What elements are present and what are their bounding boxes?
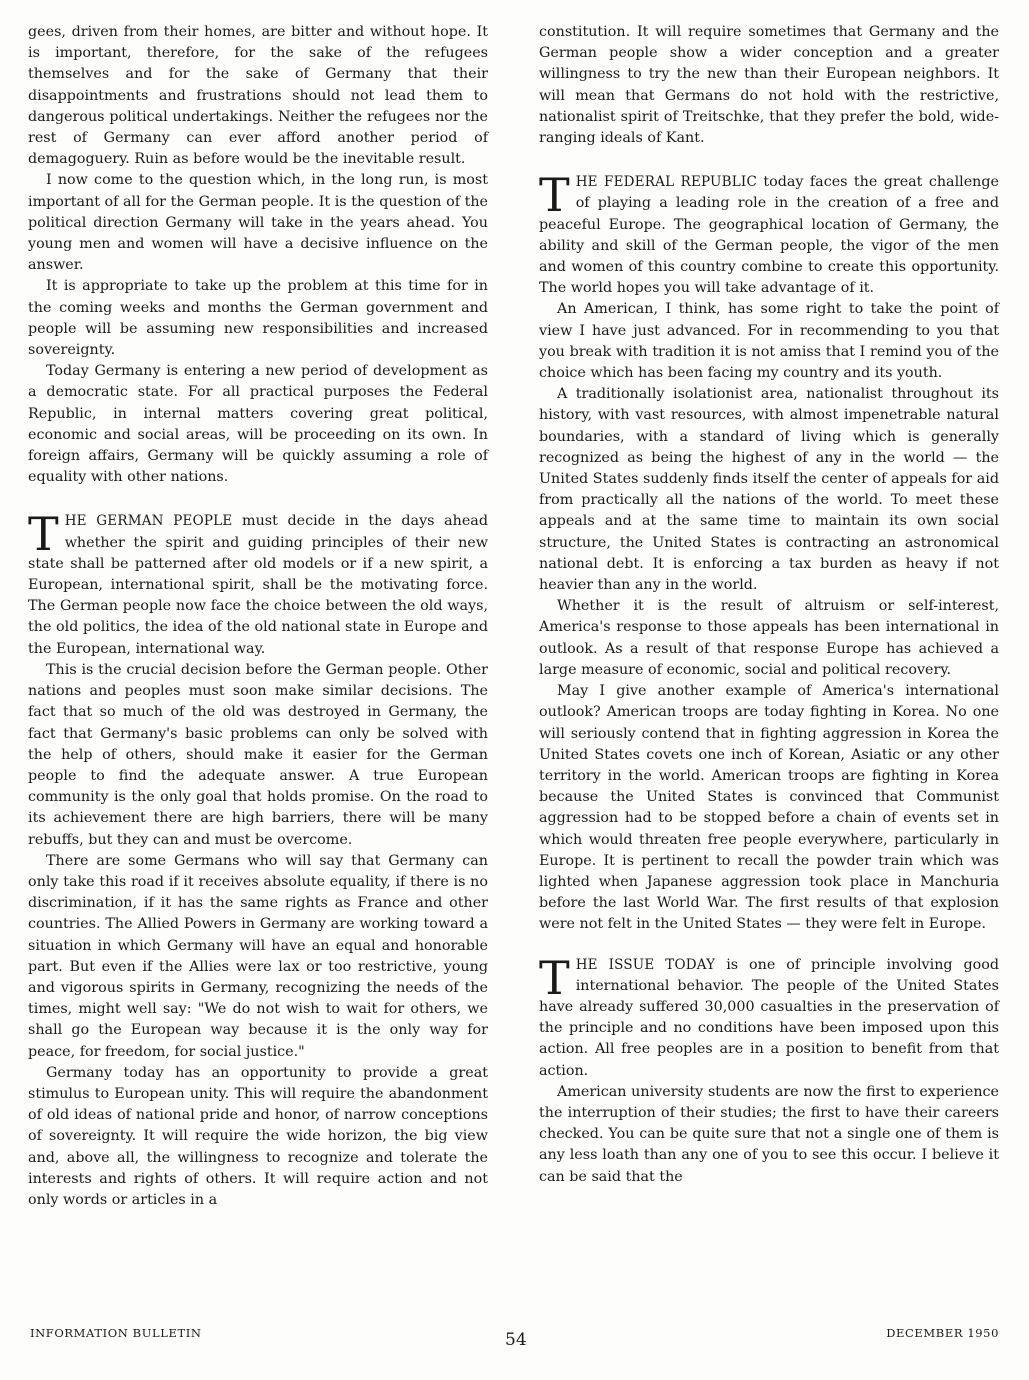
section-lead-in: HE GERMAN PEOPLE — [64, 513, 233, 530]
right-column — [539, 22, 999, 1188]
paragraph: May I give another example of America's international outlook? American troops are today fighting in Korea. No one will seriously contend that in fighting aggression in Korea the United States covets one inch of Korean, Asiatic or any other territory in the world. American troops are fighting in Korea because the United States is convinced that Communist aggression had to be stopped before a chain of events set in which would threaten free people everywhere, particularly in Europe. It is pertinent to recall the powder train which was lighted when Japanese aggression took place in Manchuria before the last World War. The first results of that explosion were not felt in the United States — they were felt in Europe. — [539, 683, 999, 933]
paragraph: An American, I think, has some right to take the point of view I have just advanced. For in recommending to you that you break with tradition it is not amiss that I remind you of the choice which has been facing my country and its youth. — [539, 301, 999, 382]
section-opening-paragraph — [539, 950, 999, 1082]
paragraph: gees, driven from their homes, are bitter and without hope. It is important, therefore, for the sake of the refugees themselves and for the sake of Germany that their disappointments and frustrations should not lead them to dangerous political undertakings. Neither the refugees nor the rest of Germany can ever afford another period of demagoguery. Ruin as before would be the inevitable result. — [28, 24, 488, 168]
paragraph: A traditionally isolationist area, nationalist throughout its history, with vast resources, with almost impenetrable natural boundaries, with a standard of living which is generally recognized as being the highest of any in the world — the United States suddenly finds itself the center of appeals for aid from practically all the nations of the world. To meet these appeals and at the same time to maintain its own social structure, the United States is contracting an astronomical national debt. It is enforcing a tax burden as heavy if not heavier than any in the world. — [539, 386, 999, 594]
paragraph-text: is one of principle involving good international behavior. The people of the United States have already suffered 30,000 casualties in the preservation of the principle and no conditions have been imposed upon this action. All free peoples are in a position to benefit from that action. — [539, 956, 999, 1079]
section-break — [539, 149, 999, 172]
paragraph: Whether it is the result of altruism or self-interest, America's response to those appeals has been international in outlook. As a result of that response Europe has achieved a large measure of economic, social and political recovery. — [539, 598, 999, 678]
paragraph: There are some Germans who will say that Germany can only take this road if it receives absolute equality, if there is no discrimination, if it has the same rights as France and other countries. The Allied Powers in Germany are working toward a situation in which Germany will have an equal and honorable part. But even if the Allies were lax or too restrictive, young and vigorous spirits in Germany, recognizing the needs of the times, might well say: "We do not wish to wait for others, we shall go the European way because it is the only way for peace, for freedom, for social justice." — [28, 852, 488, 1060]
paragraph: This is the crucial decision before the German people. Other nations and peoples must soon make similar decisions. The fact that so much of the old was destroyed in Germany, the fact that Germany's basic problems can only be solved with the help of others, should make it easier for the German people to find the adequate answer. A true European community is the only goal that holds promise. On the road to its achievement there are high barriers, there will be many rebuffs, but they can and must be overcome. — [28, 661, 488, 848]
paragraph-text: today faces the great challenge of playing a leading role in the creation of a free and peaceful Europe. The geographical location of Germany, the ability and skill of the German people, the vigor of the men and women of this country combine to create this opportunity. The world hopes you will take advantage of it. — [539, 174, 999, 297]
section-lead-in: HE FEDERAL REPUBLIC — [575, 174, 757, 191]
paragraph: Germany today has an opportunity to provide a great stimulus to European unity. This will require the abandonment of old ideas of national pride and honor, of narrow conceptions of sovereignty. It will require the wide horizon, the big view and, above all, the willingness to recognize and tolerate the interests and rights of others. It will require action and not only words or articles in a — [28, 1064, 488, 1208]
paragraph: Today Germany is entering a new period of development as a democratic state. For all practical purposes the Federal Republic, in internal matters covering great political, economic and social areas, will be proceeding on its own. In foreign affairs, Germany will be quickly assuming a role of equality with other nations. — [28, 363, 488, 486]
publication-title: INFORMATION BULLETIN — [30, 1326, 202, 1340]
section-lead-in: HE ISSUE TODAY — [575, 956, 716, 973]
drop-cap: T — [539, 950, 570, 1005]
issue-date: DECEMBER 1950 — [886, 1326, 999, 1340]
drop-cap: T — [539, 168, 570, 223]
paragraph: It is appropriate to take up the problem at this time for in the coming weeks and months the German government and people will be assuming new responsibilities and increased sovereignty. — [28, 278, 488, 359]
section-opening-paragraph — [539, 168, 999, 299]
paragraph-text: must decide in the days ahead whether the spirit and guiding principles of their new state shall be patterned after old models or if a new spirit, a European, international spirit, shall be the motivating force. The German people now face the choice between the old ways, the old politics, the idea of the old national state in Europe and the European, international way. — [28, 513, 488, 657]
section-break — [28, 488, 488, 511]
left-column — [28, 22, 488, 1211]
page-number: 54 — [505, 1330, 527, 1350]
paragraph: American university students are now the first to experience the interruption of their studies; the first to have their careers checked. You can be quite sure that not a single one of them is any less loath than any one of you to see this occur. I believe it can be said that the — [539, 1083, 999, 1185]
paragraph: I now come to the question which, in the long run, is most important of all for the German people. It is the question of the political direction Germany will take in the years ahead. You young men and women will have a decisive influence on the answer. — [28, 172, 488, 274]
section-break — [539, 936, 999, 955]
drop-cap: T — [28, 507, 59, 562]
paragraph: constitution. It will require sometimes that Germany and the German people show a wider conception and a greater willingness to try the new than their European neighbors. It will mean that Germans do not hold with the restrictive, nationalist spirit of Treitschke, that they prefer the bold, wide-ranging ideals of Kant. — [539, 24, 999, 147]
section-opening-paragraph — [28, 507, 488, 659]
